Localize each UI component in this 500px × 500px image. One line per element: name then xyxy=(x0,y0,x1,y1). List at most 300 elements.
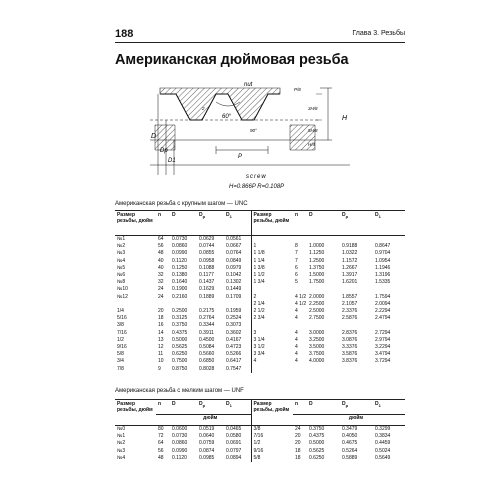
unc-cell: 0.1889 xyxy=(199,293,215,300)
unf-cell: 0.0860 xyxy=(172,440,188,447)
unc-cell: 24 xyxy=(158,286,164,293)
unc-cell: 40 xyxy=(158,257,164,264)
label-nut: nut xyxy=(244,82,253,88)
unc-cell: 0.0860 xyxy=(172,243,188,250)
unc-cell: №2 xyxy=(117,243,126,250)
unc-cell: 1.3196 xyxy=(375,272,391,279)
unc-cell: 4 xyxy=(295,344,298,351)
unf-cell: 20 xyxy=(295,440,301,447)
unc-h-Dp: $D_p$ xyxy=(197,211,224,236)
unc-cell: 2.2294 xyxy=(375,308,391,315)
unc-h-D-2: D xyxy=(307,211,340,236)
unc-cell: 3/4 xyxy=(117,358,124,365)
unf-h-D1-2: $D_1$ xyxy=(373,400,405,415)
label-D: D xyxy=(151,133,157,140)
unf-cell: 80 xyxy=(158,426,164,432)
unf-cell: 7/16 xyxy=(251,433,293,440)
unc-table-row xyxy=(115,294,405,301)
unc-cell: 0.1640 xyxy=(172,279,188,286)
label-3H8: 3H/8 xyxy=(308,106,318,111)
unc-cell: 2.3376 xyxy=(342,308,358,315)
unf-cell: 0.0640 xyxy=(199,433,215,440)
unc-cell: 1.1946 xyxy=(375,264,391,271)
unf-cell: 0.5649 xyxy=(375,454,391,461)
unc-table-row xyxy=(115,344,405,351)
unc-cell: 4 xyxy=(295,358,298,365)
unf-cell: 0.0691 xyxy=(226,440,242,447)
unc-cell xyxy=(340,236,373,244)
unc-cell: 3.0876 xyxy=(342,336,358,343)
unc-cell: 3.4794 xyxy=(375,351,391,358)
unc-cell: 0.0744 xyxy=(199,243,215,250)
unc-cell: 2.0094 xyxy=(375,300,391,307)
unc-cell: 3.7500 xyxy=(309,351,325,358)
unf-cell: 64 xyxy=(158,440,164,447)
unf-cell: 72 xyxy=(158,433,164,440)
unc-cell xyxy=(307,322,340,329)
unf-cell: 0.5889 xyxy=(342,454,358,461)
unc-cell: 1.3750 xyxy=(309,264,325,271)
unc-cell: 1.0000 xyxy=(309,243,325,250)
unc-cell: 8 xyxy=(295,243,298,250)
page-header xyxy=(115,28,405,43)
unf-cell: №0 xyxy=(117,426,126,432)
unf-cell: 0.5000 xyxy=(309,440,325,447)
unc-cell: 1 3/8 xyxy=(251,265,293,272)
unc-cell: 0.1302 xyxy=(226,279,242,286)
unc-cell: 3 3/4 xyxy=(251,351,293,358)
label-5H8: 5H/8 xyxy=(308,128,318,133)
unc-table-row xyxy=(115,250,405,257)
unc-cell: 1.7500 xyxy=(309,279,325,286)
unc-cell: 1 1/8 xyxy=(251,250,293,257)
unf-cell: 18 xyxy=(295,454,301,461)
unc-cell: 0.6250 xyxy=(172,351,188,358)
unc-cell: №4 xyxy=(117,257,126,264)
unc-table-row xyxy=(115,301,405,308)
unc-cell: №12 xyxy=(117,293,128,300)
unf-table xyxy=(115,399,405,462)
unc-cell: 0.2764 xyxy=(199,315,215,322)
unc-table-row xyxy=(115,351,405,358)
unc-table-row xyxy=(115,272,405,279)
unc-cell: 0.8028 xyxy=(199,365,215,372)
unc-cell xyxy=(307,366,340,373)
unc-cell: 0.0990 xyxy=(172,250,188,257)
unc-cell: 0.0764 xyxy=(226,250,242,257)
unc-cell xyxy=(373,236,405,244)
unc-cell: 0.5266 xyxy=(226,351,242,358)
unc-cell: 0.4375 xyxy=(172,329,188,336)
unc-cell: 0.3911 xyxy=(199,329,214,336)
unc-cell xyxy=(293,322,307,329)
unc-cell: 0.1250 xyxy=(172,264,188,271)
label-H: H xyxy=(342,115,348,122)
unf-cell: 0.0985 xyxy=(199,454,215,461)
unc-cell: 0.1900 xyxy=(172,286,188,293)
unf-cell: 0.0465 xyxy=(226,426,242,432)
unc-cell xyxy=(251,366,293,373)
unc-cell: 7 xyxy=(295,257,298,264)
unf-cell: 3/8 xyxy=(251,426,293,434)
unf-cell: 5/8 xyxy=(251,455,293,462)
unc-cell: 0.5660 xyxy=(199,351,215,358)
unc-table-row xyxy=(115,322,405,329)
unc-cell: 0.1042 xyxy=(226,272,242,279)
unf-cell: 56 xyxy=(158,447,164,454)
unc-cell xyxy=(293,236,307,244)
unc-cell: 18 xyxy=(158,315,164,322)
unf-cell: 0.0797 xyxy=(226,447,242,454)
unc-cell: 0.7547 xyxy=(226,365,242,372)
label-2: 2 xyxy=(202,106,205,111)
unc-cell: 0.5625 xyxy=(172,344,188,351)
unc-cell: 0.1380 xyxy=(172,272,188,279)
unc-cell: 0.1449 xyxy=(226,286,242,293)
unc-cell: 2.0000 xyxy=(309,293,325,300)
unc-cell: 0.4500 xyxy=(199,336,215,343)
unc-cell: 0.9188 xyxy=(342,243,358,250)
unf-cell: 0.3299 xyxy=(375,426,391,432)
page-title: Американская дюймовая резьба xyxy=(115,52,349,68)
unf-cell: 0.4459 xyxy=(375,440,391,447)
unc-cell: 4 1/2 xyxy=(295,293,307,300)
unf-unit-right: дюйм xyxy=(307,415,405,426)
unc-cell: 10 xyxy=(158,358,164,365)
unc-cell: 3.7294 xyxy=(375,358,391,365)
unc-cell: 0.1177 xyxy=(199,272,214,279)
unc-cell: 0.0849 xyxy=(226,257,242,264)
unc-cell: №5 xyxy=(117,264,126,271)
unc-h-size-2: Размер резьбы, дюйм xyxy=(251,211,293,236)
unc-table-row xyxy=(115,265,405,272)
unf-cell: 0.0519 xyxy=(199,426,215,432)
unc-cell: 1 xyxy=(251,243,293,250)
unf-h-D1: $D_1$ xyxy=(224,400,251,415)
unc-cell: 0.5000 xyxy=(172,336,188,343)
unf-table-row xyxy=(115,448,405,455)
unc-cell: 4.0000 xyxy=(309,358,325,365)
unc-cell xyxy=(340,322,373,329)
unc-cell: 1.2667 xyxy=(342,264,358,271)
unc-cell: 2 1/4 xyxy=(251,301,293,308)
unc-cell: 0.3602 xyxy=(226,329,242,336)
label-90: 90° xyxy=(250,128,257,133)
unf-table-row xyxy=(115,440,405,447)
unc-cell: 32 xyxy=(158,272,164,279)
unc-cell: 6 xyxy=(295,272,298,279)
unf-h-D: D xyxy=(170,400,197,415)
unc-cell: 0.0667 xyxy=(226,243,242,250)
unf-h-size-2: Размер резьбы, дюйм xyxy=(251,400,293,426)
unf-cell: 0.6250 xyxy=(309,454,325,461)
unc-cell xyxy=(115,301,156,308)
unc-table-row xyxy=(115,236,405,244)
unc-cell: 1.0954 xyxy=(375,257,391,264)
unf-cell: 0.3479 xyxy=(342,426,358,432)
unc-cell: 4 xyxy=(295,329,298,336)
unf-table-row xyxy=(115,455,405,462)
unc-table-row xyxy=(115,279,405,286)
unc-cell: №8 xyxy=(117,279,126,286)
unc-cell: 4 1/2 xyxy=(295,300,307,307)
unf-cell: 9/16 xyxy=(251,448,293,455)
unc-cell: 0.2175 xyxy=(199,308,215,315)
unf-table-row xyxy=(115,433,405,440)
unf-cell: 0.4375 xyxy=(309,433,325,440)
unc-cell: 0.1709 xyxy=(226,293,242,300)
unf-cell: 0.5024 xyxy=(375,447,391,454)
unf-cell: 0.1120 xyxy=(172,454,187,461)
unc-table-row xyxy=(115,243,405,250)
unc-cell: 2 3/4 xyxy=(251,315,293,322)
unc-cell: 2.5000 xyxy=(309,308,325,315)
unc-cell: 11 xyxy=(158,351,164,358)
unc-cell: 32 xyxy=(158,279,164,286)
unc-cell: 0.6417 xyxy=(226,358,242,365)
unc-cell: 2.8376 xyxy=(342,329,358,336)
unc-cell: 4 xyxy=(251,358,293,365)
unf-cell: 1/2 xyxy=(251,440,293,447)
unc-cell: 0.1120 xyxy=(172,257,187,264)
unc-cell: 3.0000 xyxy=(309,329,325,336)
unc-cell: 1.5000 xyxy=(309,272,325,279)
unc-cell: 0.3750 xyxy=(172,322,188,329)
unc-cell xyxy=(251,286,293,293)
unf-cell: 0.4050 xyxy=(342,433,358,440)
unc-cell: 7/16 xyxy=(117,329,127,336)
unc-cell: 1.6201 xyxy=(342,279,358,286)
unc-cell: 1/2 xyxy=(117,336,124,343)
unc-cell xyxy=(373,366,405,373)
unf-cell: 0.4675 xyxy=(342,440,358,447)
unf-cell: 0.3750 xyxy=(309,426,325,432)
unc-h-Dp-2: $D_p$ xyxy=(340,211,373,236)
unc-cell: 0.4723 xyxy=(226,344,242,351)
unc-cell: 64 xyxy=(158,236,164,242)
unc-cell: 0.6850 xyxy=(199,358,215,365)
unc-cell: 1.3917 xyxy=(342,272,358,279)
unc-cell: 5/16 xyxy=(117,315,127,322)
unf-cell: 24 xyxy=(295,426,301,432)
unc-cell: 4 xyxy=(295,315,298,322)
unf-cell: №4 xyxy=(117,454,126,461)
unf-unit-left: дюйм xyxy=(170,415,251,426)
unc-cell: №6 xyxy=(117,272,126,279)
unf-cell: 0.0600 xyxy=(172,426,188,432)
unc-cell: 7/8 xyxy=(117,365,124,372)
unc-cell: 0.3073 xyxy=(226,322,242,329)
unf-h-Dp: $D_p$ xyxy=(197,400,224,415)
unc-cell: 40 xyxy=(158,264,164,271)
unc-table-row xyxy=(115,358,405,365)
unc-cell: 13 xyxy=(158,336,164,343)
unc-cell: 6 xyxy=(295,264,298,271)
unc-cell xyxy=(307,286,340,293)
unc-cell xyxy=(224,301,251,308)
unc-cell xyxy=(156,301,170,308)
unf-cell: 0.5264 xyxy=(342,447,358,454)
unf-cell: 48 xyxy=(158,454,164,461)
unf-cell: 0.0874 xyxy=(199,447,215,454)
unc-cell: 4 xyxy=(295,351,298,358)
unc-cell: 3.5000 xyxy=(309,344,325,351)
unc-cell xyxy=(340,286,373,293)
unc-cell xyxy=(251,322,293,329)
unc-cell: 1/4 xyxy=(117,308,124,315)
unc-cell: 5/8 xyxy=(117,351,124,358)
unc-cell xyxy=(251,236,293,244)
unc-cell: 0.0629 xyxy=(199,236,215,242)
unc-h-n: n xyxy=(156,211,170,236)
unc-cell: №3 xyxy=(117,250,126,257)
unc-cell: 48 xyxy=(158,250,164,257)
unc-cell: 0.4167 xyxy=(226,336,242,343)
label-screw: screw xyxy=(246,174,267,180)
unf-cell: №2 xyxy=(117,440,126,447)
unc-cell: 4 xyxy=(295,308,298,315)
unf-cell: 0.5625 xyxy=(309,447,325,454)
unc-cell: 1 3/4 xyxy=(251,279,293,286)
unf-caption: Американская резьба с мелким шагом — UNF xyxy=(115,388,244,394)
label-P: P xyxy=(238,154,243,160)
unc-cell: 0.0730 xyxy=(172,236,188,242)
unc-cell xyxy=(373,286,405,293)
unc-cell xyxy=(293,366,307,373)
unc-cell: 3.3376 xyxy=(342,344,358,351)
unc-table-row xyxy=(115,330,405,337)
unc-cell: 0.3344 xyxy=(199,322,215,329)
unc-cell: 12 xyxy=(158,344,164,351)
figure-formula: H=0.866P R=0.108P xyxy=(229,184,285,190)
unc-table xyxy=(115,210,405,373)
label-P8: P/8 xyxy=(294,87,301,92)
unc-cell: 1.2500 xyxy=(309,257,325,264)
unc-header-row xyxy=(115,211,405,236)
unc-cell: 2.1057 xyxy=(342,300,358,307)
unc-cell: 0.8750 xyxy=(172,365,188,372)
unf-h-D-2: D xyxy=(307,400,340,415)
unf-table-row xyxy=(115,426,405,434)
unc-cell: 3.2500 xyxy=(309,336,325,343)
unc-cell: 0.1437 xyxy=(199,279,215,286)
unc-table-row xyxy=(115,366,405,373)
unc-cell: 3 xyxy=(251,330,293,337)
unc-table-row xyxy=(115,315,405,322)
label-H4: H/4 xyxy=(308,142,316,147)
unc-cell: 3.8376 xyxy=(342,358,358,365)
unc-cell: 1 1/4 xyxy=(251,258,293,265)
unc-cell: 9 xyxy=(158,365,161,372)
unc-cell: 0.9704 xyxy=(375,250,391,257)
unc-table-row xyxy=(115,258,405,265)
unc-cell: 0.1959 xyxy=(226,308,242,315)
unc-cell: 16 xyxy=(158,322,164,329)
unc-h-size: Размер резьбы, дюйм xyxy=(115,211,156,236)
unc-cell: 1.1572 xyxy=(342,257,358,264)
unc-cell: 0.0979 xyxy=(226,264,242,271)
unf-cell: 0.0894 xyxy=(226,454,242,461)
unf-h-n-2: n xyxy=(293,400,307,415)
unc-table-row xyxy=(115,286,405,293)
unf-cell: №1 xyxy=(117,433,126,440)
unc-cell: 0.7500 xyxy=(172,358,188,365)
unc-cell: 0.2500 xyxy=(172,308,188,315)
unf-cell: 0.0580 xyxy=(226,433,242,440)
unc-cell xyxy=(170,301,197,308)
unc-cell: 0.8647 xyxy=(375,243,391,250)
unc-cell xyxy=(340,366,373,373)
unc-cell: 0.5084 xyxy=(199,344,215,351)
unc-cell: 0.3125 xyxy=(172,315,188,322)
unc-cell: 14 xyxy=(158,329,164,336)
unc-h-D: D xyxy=(170,211,197,236)
unf-cell: 0.0759 xyxy=(199,440,215,447)
unc-cell: 2.2500 xyxy=(309,300,325,307)
unf-cell: 0.3834 xyxy=(375,433,391,440)
unc-cell: 2.4794 xyxy=(375,315,391,322)
unc-cell: 2 xyxy=(251,294,293,301)
unf-cell: 0.0990 xyxy=(172,447,188,454)
thread-profile-figure xyxy=(150,80,380,185)
unc-cell: 1 1/2 xyxy=(251,272,293,279)
unf-h-Dp-2: $D_p$ xyxy=(340,400,373,415)
unc-cell: 7 xyxy=(295,250,298,257)
unc-cell: 0.2524 xyxy=(226,315,242,322)
unc-cell: 2 1/2 xyxy=(251,308,293,315)
unc-cell: 4 xyxy=(295,336,298,343)
unc-cell: 1.0322 xyxy=(342,250,358,257)
unc-cell: 1.8557 xyxy=(342,293,358,300)
unf-cell: 0.0730 xyxy=(172,433,188,440)
unc-cell: №1 xyxy=(117,236,126,242)
unc-table-row xyxy=(115,337,405,344)
unc-cell: 1.7594 xyxy=(375,293,391,300)
unc-h-D1-2: $D_1$ xyxy=(373,211,405,236)
unc-cell: 20 xyxy=(158,308,164,315)
unf-cell: 20 xyxy=(295,433,301,440)
label-D1: D1 xyxy=(168,158,176,164)
unc-cell: 24 xyxy=(158,293,164,300)
unc-cell: 0.0855 xyxy=(199,250,215,257)
label-angle: 60° xyxy=(222,114,232,120)
unc-cell: 2.9794 xyxy=(375,336,391,343)
unc-cell: 5 xyxy=(295,279,298,286)
unc-cell: 3.5876 xyxy=(342,351,358,358)
unc-cell: 3 1/4 xyxy=(251,337,293,344)
unc-cell: 0.1088 xyxy=(199,264,215,271)
page-number: 188 xyxy=(115,28,134,40)
unf-cell: №3 xyxy=(117,447,126,454)
label-Dp: Dp xyxy=(160,148,168,154)
unf-header-row xyxy=(115,400,405,415)
unf-h-size: Размер резьбы, дюйм xyxy=(115,400,156,426)
unc-cell: 2.5876 xyxy=(342,315,358,322)
unc-cell: 0.1629 xyxy=(199,286,215,293)
chapter-title: Глава 3. Резьбы xyxy=(352,30,405,37)
unc-cell: 1.1250 xyxy=(309,250,325,257)
unc-cell: 3/8 xyxy=(117,322,124,329)
unc-h-n-2: n xyxy=(293,211,307,236)
unc-cell: 3.2294 xyxy=(375,344,391,351)
unc-cell: 2.7500 xyxy=(309,315,325,322)
unc-cell: №10 xyxy=(117,286,128,293)
unc-h-D1: $D_1$ xyxy=(224,211,251,236)
unf-h-n: n xyxy=(156,400,170,415)
unc-cell: 0.0958 xyxy=(199,257,215,264)
unc-cell: 2.7294 xyxy=(375,329,391,336)
unc-cell: 0.2160 xyxy=(172,293,188,300)
